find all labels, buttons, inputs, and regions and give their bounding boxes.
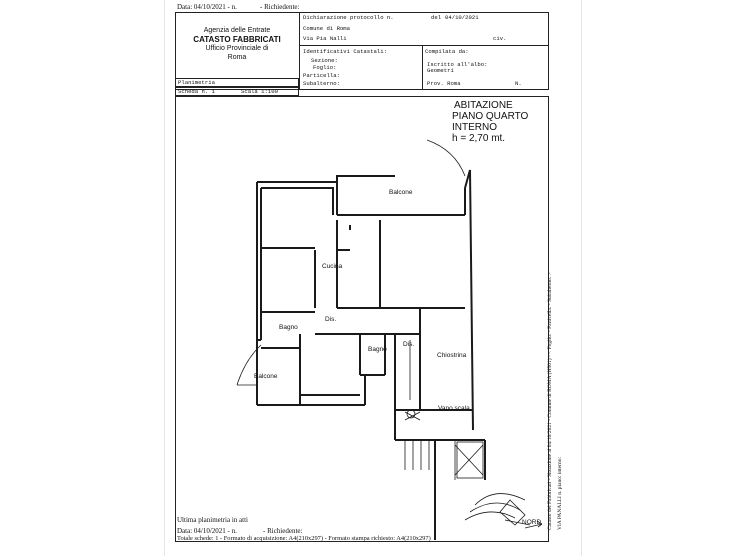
top-richiedente: - Richiedente: <box>260 3 300 11</box>
plan-title-4: h = 2,70 mt. <box>452 133 506 144</box>
room-bagno-2: Bagno <box>368 346 387 353</box>
plan-title-3: INTERNO <box>452 122 497 133</box>
room-dis-2: Dis. <box>403 341 415 348</box>
iscritto-label: Iscritto all'albo: <box>427 61 488 68</box>
agency-line4: Roma <box>227 54 247 61</box>
sezione-label: Sezione: <box>311 57 338 64</box>
agency-line1: Agenzia delle Entrate <box>203 27 271 34</box>
dichiarazione-label: Dichiarazione protocollo n. <box>303 14 394 21</box>
ident-label: Identificativi Catastali: <box>303 48 387 55</box>
civ-label: civ. <box>493 35 507 42</box>
scala-label: Scala 1:100 <box>241 88 278 95</box>
room-dis-1: Dis. <box>325 316 337 323</box>
via-label: Via Pia Nalli <box>303 35 347 42</box>
del-value: 04/10/2021 <box>445 14 479 21</box>
room-balcone-top: Balcone <box>389 189 413 196</box>
agency-line3: Ufficio Provinciale di <box>205 45 269 52</box>
nord-label: NORD <box>522 519 542 526</box>
agency-line2: CATASTO FABBRICATI <box>193 35 281 44</box>
room-balcone-left: Balcone <box>254 373 278 380</box>
footer-ultima: Ultima planimetria in atti <box>177 516 248 524</box>
del-label: del <box>431 14 442 21</box>
n-label: N. <box>515 80 522 87</box>
room-chiostrina: Chiostrina <box>437 352 467 359</box>
planimetria-label: Planimetria <box>178 79 215 86</box>
side-text-2: VIA PANALLI n. piano: interno: <box>557 457 563 530</box>
comune-label: Comune di Roma <box>303 25 350 32</box>
plan-title-2: PIANO QUARTO <box>452 111 529 122</box>
footer-totale: Totale schede: 1 - Formato di acquisizione: A4(210x297) - Formato stampa richiesto: A4(210x297) <box>177 535 431 542</box>
foglio-label: Foglio: <box>313 64 337 71</box>
plan-title-1: ABITAZIONE <box>454 100 513 111</box>
scheda-label: Scheda n. 1 <box>178 88 215 95</box>
room-bagno-1: Bagno <box>279 324 298 331</box>
footer-richiedente: - Richiedente: <box>263 527 303 535</box>
prov-label: Prov. Roma <box>427 80 461 87</box>
footer-data: Data: 04/10/2021 - n. <box>177 527 237 535</box>
side-text-1: Catasto dei Fabbricati - Situazione al 04/10/2021 - Comune di ROMA (H501) - < Foglio: - Particella: - Subalterno: > <box>547 272 553 530</box>
geometri-label: Geometri <box>427 67 454 74</box>
particella-label: Particella: <box>303 72 340 79</box>
subalterno-label: Subalterno: <box>303 80 340 87</box>
top-date: Data: 04/10/2021 - n. <box>177 3 237 11</box>
document-page <box>164 0 582 556</box>
room-cucina: Cucina <box>322 263 343 270</box>
room-vano-scala: Vano scala <box>438 405 470 412</box>
compilata-label: Compilata da: <box>425 48 469 55</box>
floor-plan <box>165 0 581 556</box>
